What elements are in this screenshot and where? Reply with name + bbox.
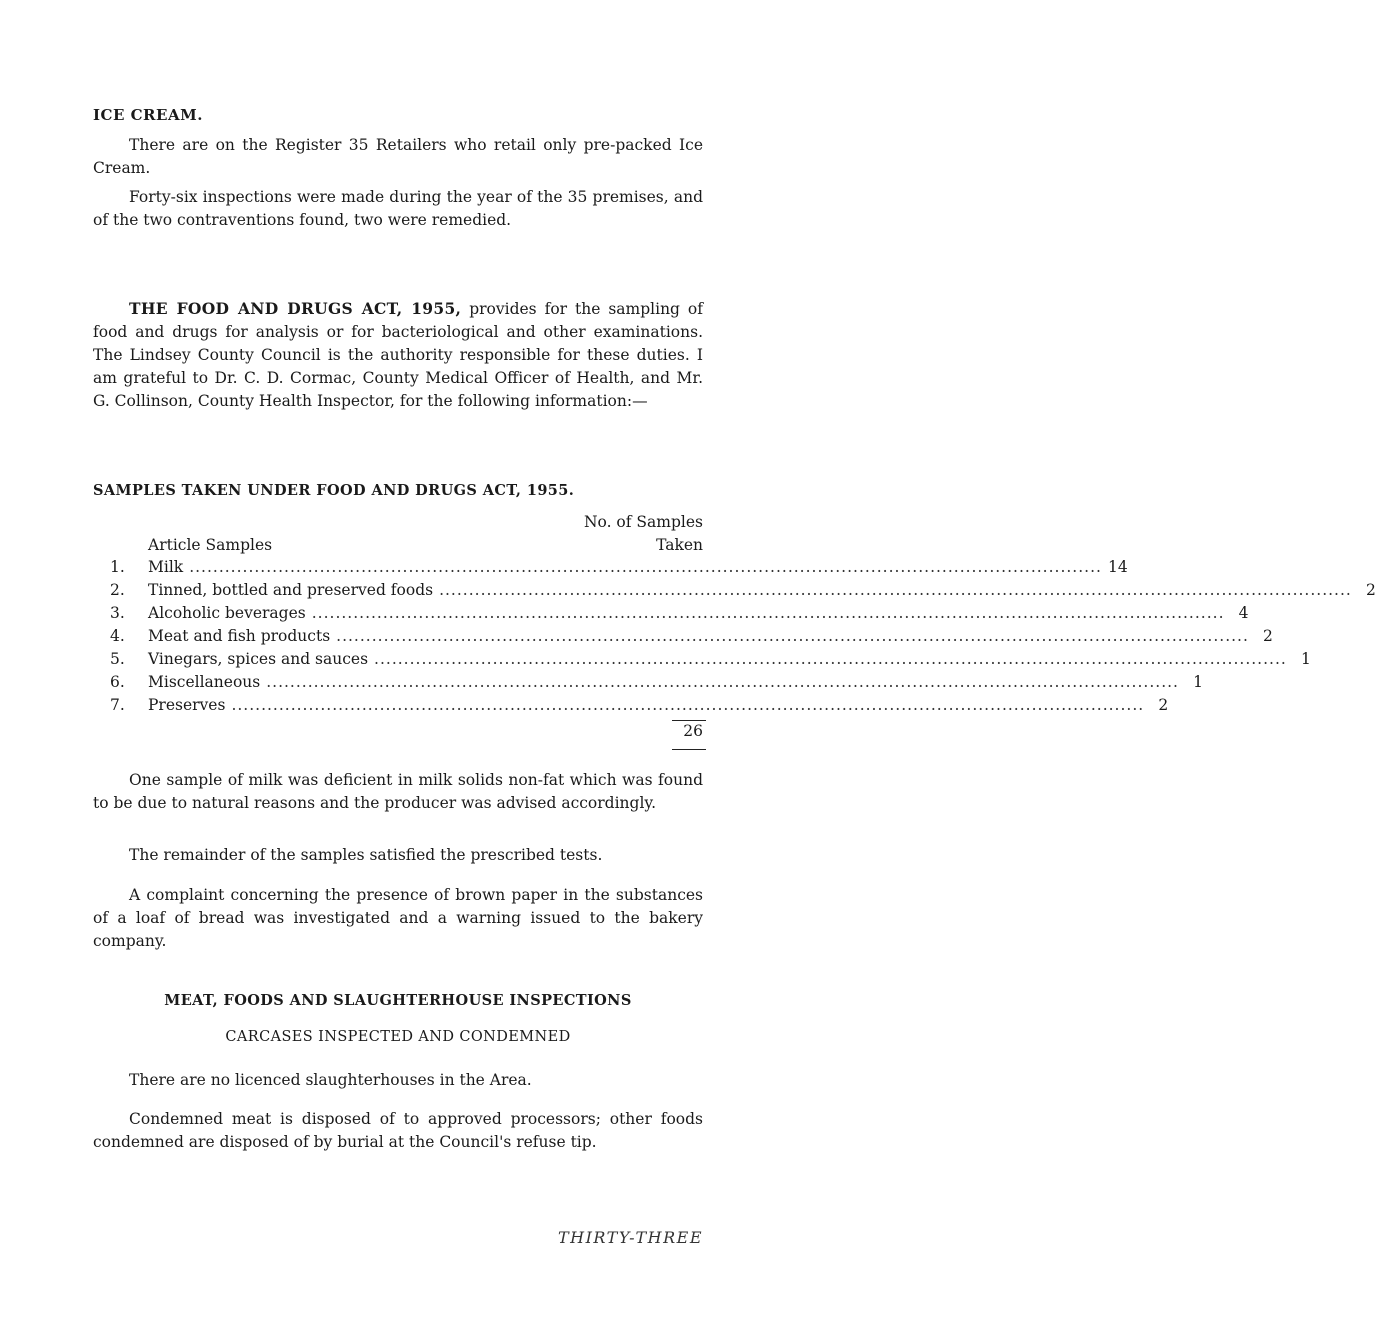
row-number: 4. — [110, 627, 125, 645]
row-number: 5. — [110, 650, 125, 668]
row-label: Alcoholic beverages — [148, 604, 306, 622]
row-label: Preserves — [148, 696, 226, 714]
table-row — [110, 627, 1273, 649]
meat-paragraph-2: Condemned meat is disposed of to approved processors; other foods condemned are disposed of by burial at the Council's refuse tip. — [93, 1109, 703, 1151]
ice-cream-heading: ICE CREAM. — [93, 106, 203, 124]
food-drugs-paragraph-text: provides for the sampling of food and drugs for analysis or for bacteriological and other examinations. The Lindsey County Council is the authority responsible for these duties. I am grateful to Dr. C. D. Cormac, County Medical Officer of Health, and Mr. G. Collinson, County Health Inspector, for the following information:— — [93, 299, 703, 410]
row-value: 2 — [1158, 696, 1169, 714]
findings-paragraph-1: One sample of milk was deficient in milk solids non-fat which was found to be due to natural reasons and the producer was advised accordingly. — [93, 770, 703, 812]
total-rule-top — [672, 720, 706, 721]
row-number: 1. — [110, 558, 125, 576]
page-number-label: THIRTY-THREE — [557, 1228, 703, 1247]
row-label: Milk — [148, 558, 184, 576]
table-row — [110, 650, 1311, 672]
samples-table-heading: SAMPLES TAKEN UNDER FOOD AND DRUGS ACT, 1955. — [93, 482, 575, 499]
findings-paragraph-2: The remainder of the samples satisfied the prescribed tests. — [129, 845, 603, 864]
meat-inspections-heading: MEAT, FOODS AND SLAUGHTERHOUSE INSPECTIONS — [164, 992, 632, 1009]
meat-paragraph-1: There are no licenced slaughterhouses in the Area. — [129, 1070, 532, 1089]
row-value: 1 — [1193, 673, 1203, 691]
samples-article-header: Article Samples — [148, 536, 273, 554]
row-value: 4 — [1238, 604, 1249, 622]
carcases-heading: CARCASES INSPECTED AND CONDEMNED — [225, 1029, 571, 1045]
ice-cream-paragraph-1: There are on the Register 35 Retailers who retail only pre-packed Ice Cream. — [93, 135, 703, 177]
dot-leader: .......................................................................................................................................................... — [439, 581, 1352, 599]
row-number: 3. — [110, 604, 125, 622]
dot-leader: .......................................................................................................................................................... — [336, 627, 1249, 645]
row-number: 6. — [110, 673, 125, 691]
row-number: 2. — [110, 581, 125, 599]
dot-leader: .......................................................................................................................................................... — [189, 558, 1102, 576]
table-row — [110, 558, 1128, 580]
samples-total: 26 — [683, 722, 703, 740]
row-value: 2 — [1263, 627, 1273, 645]
row-label: Vinegars, spices and sauces — [148, 650, 369, 668]
row-value: 2 — [1365, 581, 1376, 599]
row-label: Tinned, bottled and preserved foods — [148, 581, 434, 599]
table-row — [110, 604, 1249, 626]
table-row — [110, 581, 1376, 603]
dot-leader: .......................................................................................................................................................... — [311, 604, 1225, 622]
table-row — [110, 696, 1169, 718]
table-row — [110, 673, 1203, 695]
row-value: 1 — [1300, 650, 1311, 668]
samples-count-header-line2: Taken — [656, 536, 703, 554]
dot-leader: .......................................................................................................................................................... — [374, 650, 1287, 668]
ice-cream-paragraph-2: Forty-six inspections were made during the year of the 35 premises, and of the two contraventions found, two were remedied. — [93, 187, 703, 229]
dot-leader: .......................................................................................................................................................... — [231, 696, 1145, 714]
food-drugs-paragraph — [93, 297, 703, 413]
dot-leader: .......................................................................................................................................................... — [266, 673, 1179, 691]
total-rule-bottom — [672, 749, 706, 750]
row-label: Miscellaneous — [148, 673, 261, 691]
samples-count-header-line1: No. of Samples — [583, 513, 703, 531]
food-drugs-act-name: THE FOOD AND DRUGS ACT, 1955, — [129, 298, 462, 318]
row-number: 7. — [110, 696, 125, 714]
findings-paragraph-3: A complaint concerning the presence of brown paper in the substances of a loaf of bread was investigated and a warning issued to the bakery company. — [93, 885, 703, 950]
row-value: 14 — [1107, 558, 1128, 576]
row-label: Meat and fish products — [148, 627, 331, 645]
